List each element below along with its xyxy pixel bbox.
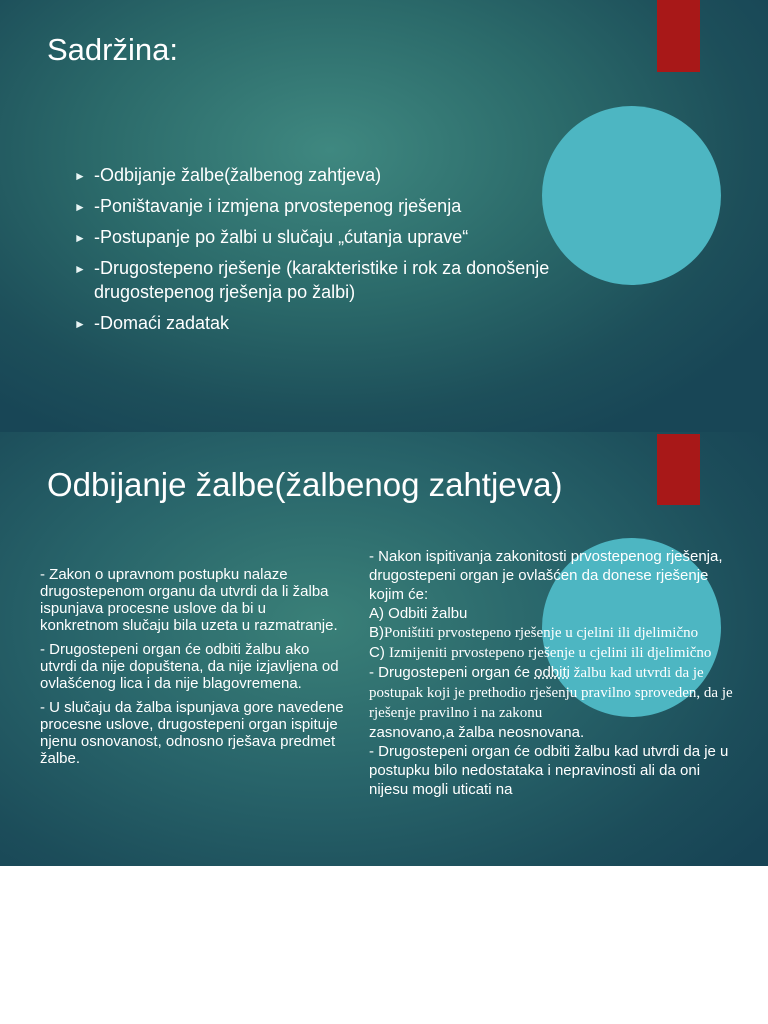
paragraph: - Drugostepeni organ će odbiti žalbu kad utvrdi da je u postupku bilo nedostataka i nepravinosti ali da oni nijesu mogli uticati na [369,743,729,798]
paragraph: zasnovano,a žalba neosnovana. [369,724,585,741]
slide-rejection [0,432,768,866]
red-accent-bar [657,0,700,72]
paragraph: - Zakon o upravnom postupku nalaze drugostepenom organu da utvrdi da li žalba ispunjava procesne uslove da bi u konkretnom slučaju bila uzeta u razmatranje. [40,566,338,634]
slide-title: Odbijanje žalbe(žalbenog zahtjeva) [47,466,563,503]
triangle-bullet-icon: ► [74,262,86,276]
list-item: ► -Drugostepeno rješenje (karakteristike i rok za donošenje drugostepenog rješenja po žalbi) [74,258,550,302]
paragraph: - Drugostepeni organ će odbiti žalbu kad utvrdi da je postupak koji je prethodio rješenju pravilno sproveden, da je rješenje pravilno i na zakonu [369,664,733,721]
slide-title: Sadržina: [47,32,178,67]
right-column [369,547,743,799]
triangle-bullet-icon: ► [74,231,86,245]
option-b: B)Poništiti prvostepeno rješenje u cjelini ili djelimično [369,624,699,641]
triangle-bullet-icon: ► [74,200,86,214]
option-a: A) Odbiti žalbu [369,605,468,622]
option-c: C) Izmijeniti prvostepeno rješenje u cjelini ili djelimično [369,644,712,661]
triangle-bullet-icon: ► [74,317,86,331]
contents-list [74,163,554,342]
decorative-circle [542,106,721,285]
list-item: ► -Postupanje po žalbi u slučaju „ćutanja uprave“ [74,225,554,249]
paragraph: - Drugostepeni organ će odbiti žalbu ako utvrdi da nije dopuštena, da nije izjavljena od ovlašćenog lica i da nije blagovremena. [40,641,339,692]
list-item: ► -Poništavanje i izmjena prvostepenog rješenja [74,194,554,218]
slide-contents [0,0,768,432]
list-item: ► -Odbijanje žalbe(žalbenog zahtjeva) [74,163,554,187]
paragraph: - Nakon ispitivanja zakonitosti prvostepenog rješenja, drugostepeni organ je ovlašćen da donese rješenje kojim će: [369,548,723,603]
list-item: ► -Domaći zadatak [74,311,554,335]
paragraph: - U slučaju da žalba ispunjava gore navedene procesne uslove, drugostepeni organ ispituje njenu osnovanost, odnosno rješava predmet žalbe. [40,699,344,767]
left-column [40,566,348,774]
triangle-bullet-icon: ► [74,169,86,183]
red-accent-bar [657,434,700,505]
